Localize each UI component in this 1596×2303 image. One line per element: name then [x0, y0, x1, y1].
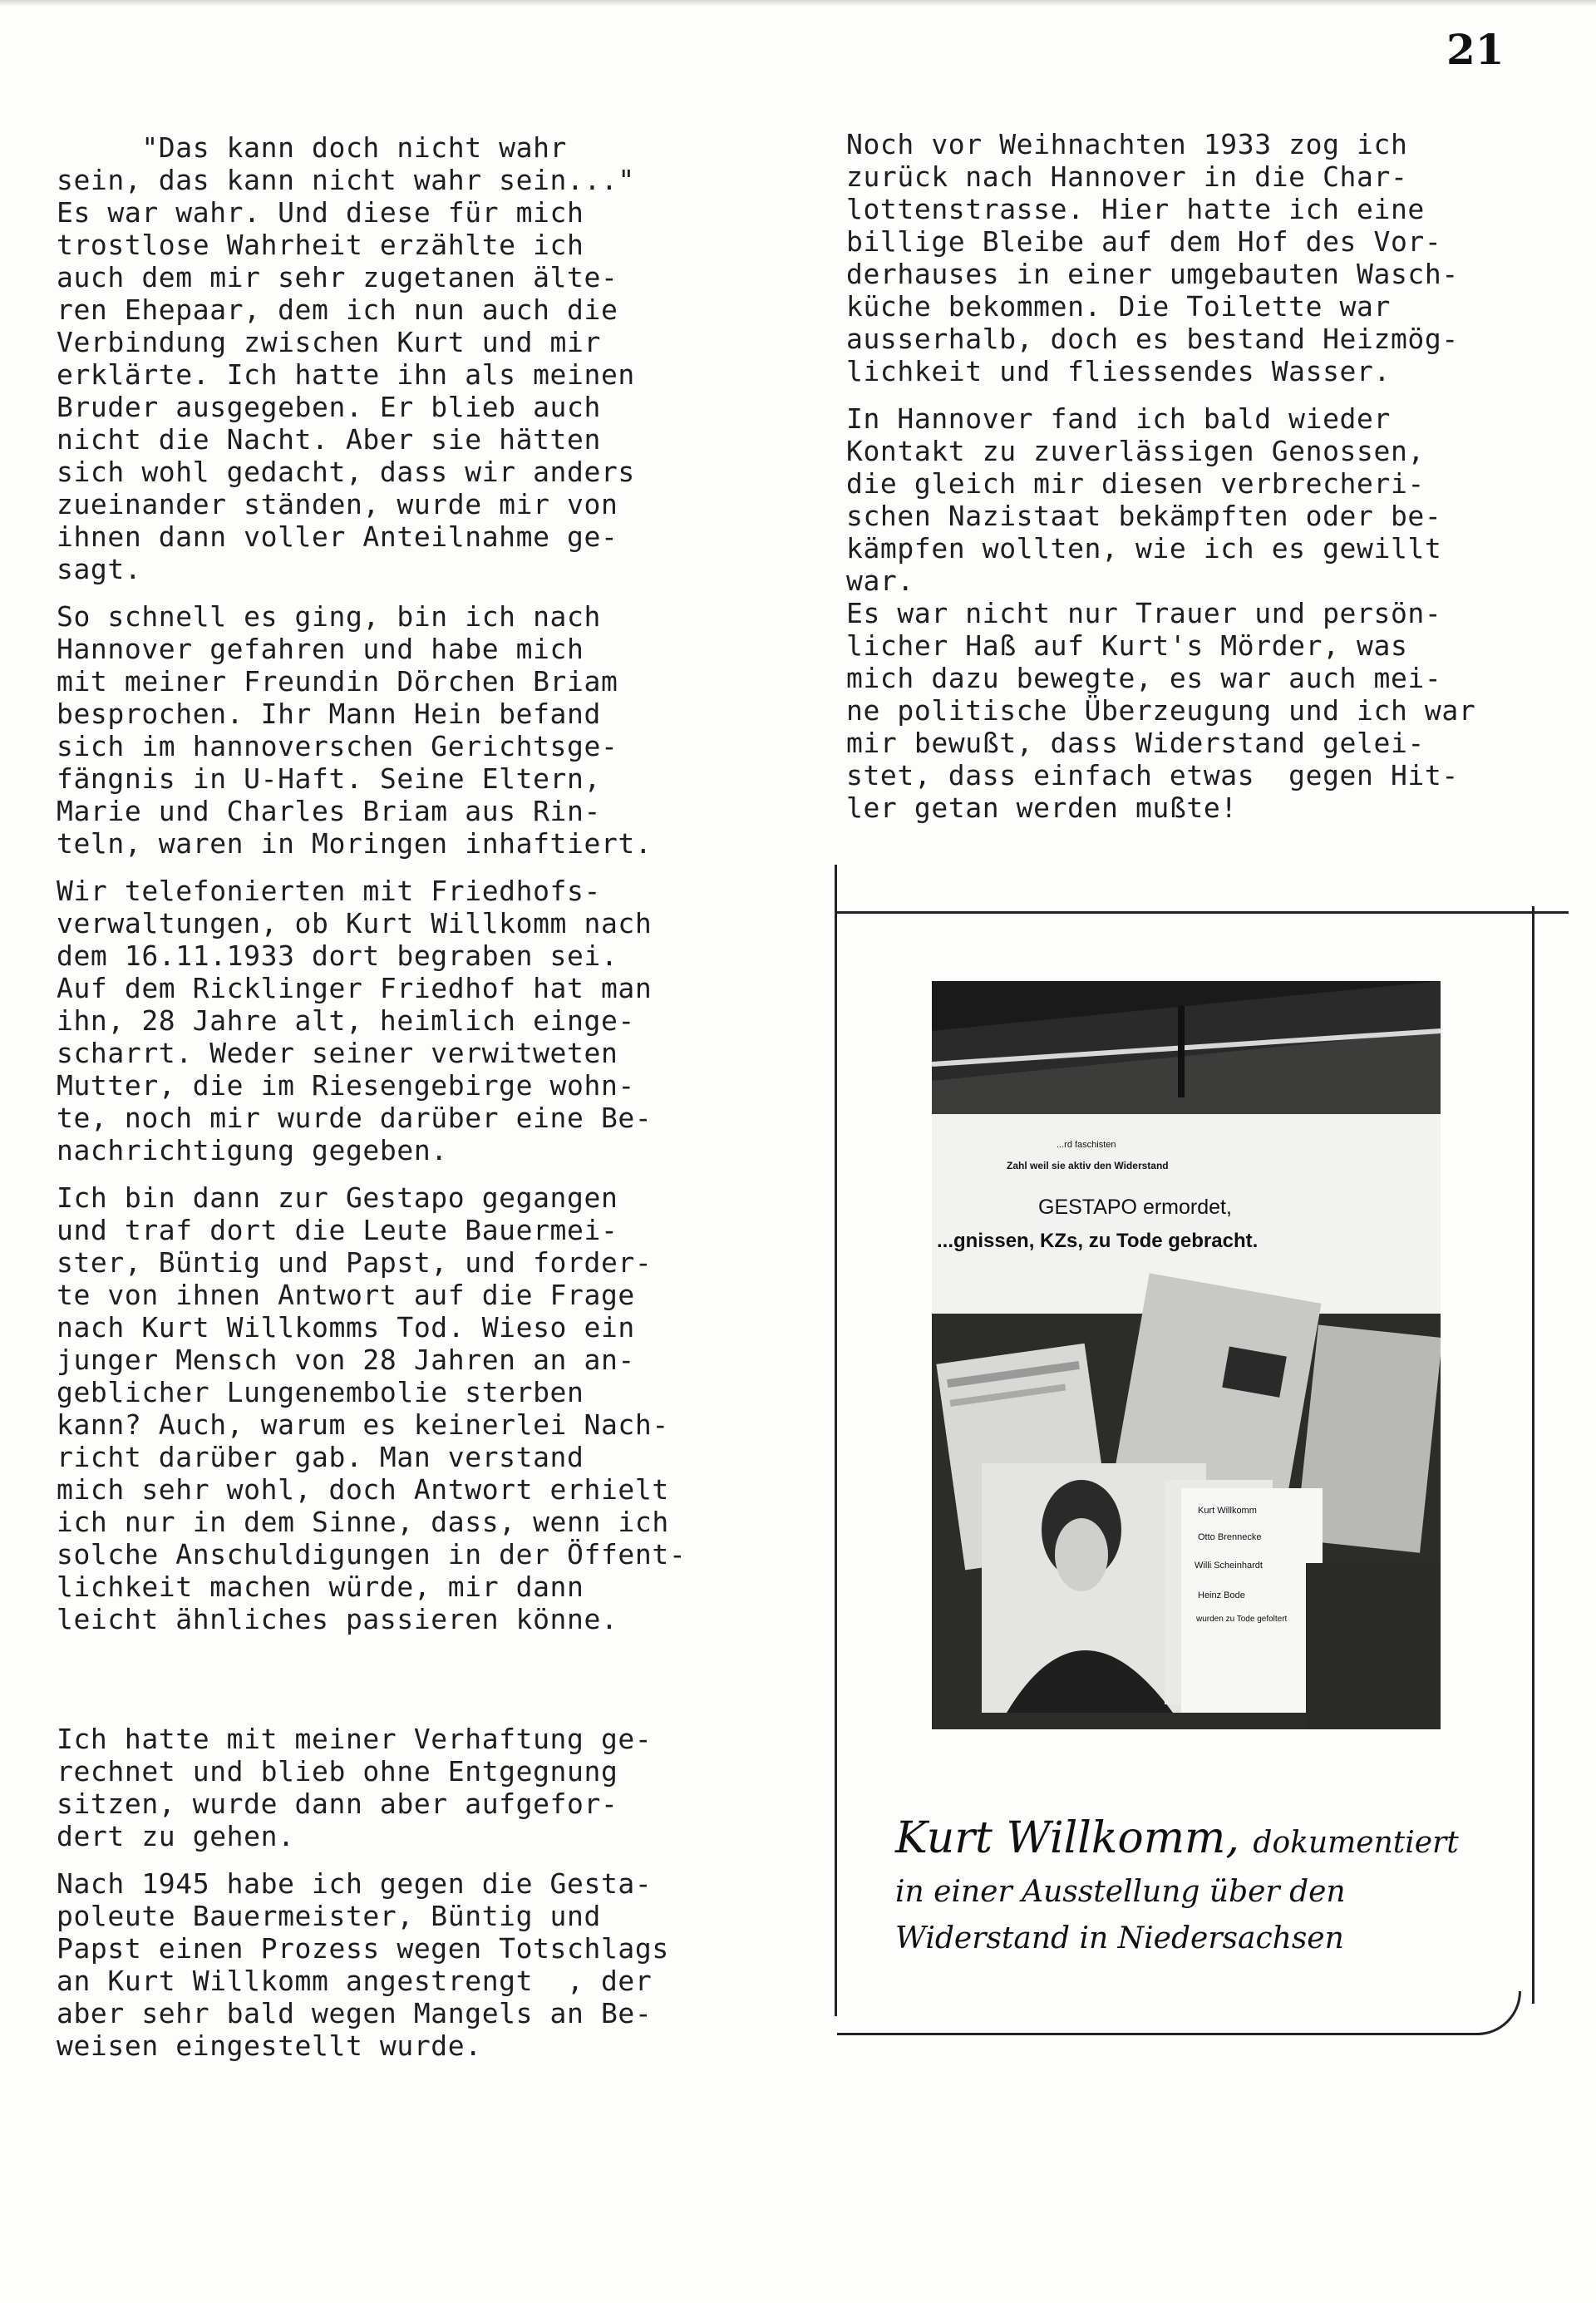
photo-text-d: ...gnissen, KZs, zu Tode gebracht.: [937, 1230, 1259, 1252]
text-line: leicht ähnliches passieren könne.: [57, 1603, 618, 1635]
text-line: Papst einen Prozess wegen Totschlags: [57, 1932, 669, 1965]
text-line: scharrt. Weder seiner verwitweten: [57, 1037, 618, 1069]
text-line: licher Haß auf Kurt's Mörder, was: [846, 629, 1408, 662]
text-line: solche Anschuldigungen in der Öffent-: [57, 1538, 687, 1571]
text-line: sich im hannoverschen Gerichtsge-: [57, 730, 618, 762]
left-column-bottom: [57, 1723, 780, 2077]
text-line: sitzen, wurde dann aber aufgefor-: [57, 1788, 618, 1820]
paragraph: [57, 1867, 780, 2062]
text-line: ren Ehepaar, dem ich nun auch die: [57, 293, 618, 326]
text-line: mir bewußt, dass Widerstand gelei-: [846, 727, 1425, 759]
text-line: kann? Auch, warum es keinerlei Nach-: [57, 1408, 669, 1441]
paragraph: [57, 875, 780, 1166]
paragraph: [846, 402, 1578, 824]
text-line: teln, waren in Moringen inhaftiert.: [57, 827, 653, 860]
text-line: nach Kurt Willkomms Tod. Wieso ein: [57, 1311, 635, 1344]
caption-line1-rest: dokumentiert: [1253, 1826, 1459, 1860]
photo-name-5: wurden zu Tode gefoltert: [1196, 1615, 1288, 1624]
text-line: und traf dort die Leute Bauermei-: [57, 1214, 618, 1246]
caption-name: Kurt Willkomm,: [895, 1813, 1239, 1863]
text-line: "Das kann doch nicht wahr: [57, 131, 568, 164]
text-line: lichkeit und fliessendes Wasser.: [846, 355, 1391, 387]
text-line: fängnis in U-Haft. Seine Eltern,: [57, 762, 601, 795]
text-line: die gleich mir diesen verbrecheri-: [846, 467, 1425, 500]
caption-line3: Widerstand in Niedersachsen: [895, 1921, 1344, 1955]
caption-line2: in einer Ausstellung über den: [895, 1875, 1346, 1909]
photo-name-4: Heinz Bode: [1198, 1590, 1245, 1600]
text-line: küche bekommen. Die Toilette war: [846, 290, 1391, 323]
text-line: nachrichtigung gegeben.: [57, 1134, 448, 1166]
frame-top-line: [837, 911, 1569, 914]
text-line: richt darüber gab. Man verstand: [57, 1441, 584, 1473]
text-line: derhauses in einer umgebauten Wasch-: [846, 258, 1459, 290]
photo-text-a: ...rd faschisten: [1057, 1140, 1116, 1150]
text-line: Kontakt zu zuverlässigen Genossen,: [846, 435, 1425, 467]
text-line: Hannover gefahren und habe mich: [57, 633, 584, 665]
text-line: besprochen. Ihr Mann Hein befand: [57, 698, 601, 730]
text-line: te von ihnen Antwort auf die Frage: [57, 1279, 635, 1311]
frame-bottom-line: [837, 1991, 1521, 2035]
text-line: poleute Bauermeister, Büntig und: [57, 1900, 601, 1932]
paragraph: [57, 131, 780, 585]
paragraph: [846, 128, 1578, 387]
exhibition-photo: [932, 981, 1441, 1729]
text-line: zurück nach Hannover in die Char-: [846, 160, 1408, 193]
text-line: ihn, 28 Jahre alt, heimlich einge-: [57, 1004, 635, 1037]
text-line: auch dem mir sehr zugetanen älte-: [57, 261, 618, 293]
photo-name-2: Otto Brennecke: [1198, 1532, 1262, 1542]
text-line: dert zu gehen.: [57, 1820, 295, 1852]
text-line: te, noch mir wurde darüber eine Be-: [57, 1102, 653, 1134]
text-line: schen Nazistaat bekämpften oder be-: [846, 500, 1442, 532]
text-line: sein, das kann nicht wahr sein...": [57, 164, 635, 196]
text-line: Marie und Charles Briam aus Rin-: [57, 795, 601, 827]
text-line: Es war wahr. Und diese für mich: [57, 196, 584, 229]
figure-caption: [895, 1812, 1544, 1962]
text-line: Noch vor Weihnachten 1933 zog ich: [846, 128, 1408, 160]
photo-name-3: Willi Scheinhardt: [1195, 1561, 1263, 1571]
text-line: sich wohl gedacht, dass wir anders: [57, 456, 635, 488]
exhibition-photo-image: [932, 981, 1441, 1729]
page-top-edge: [0, 0, 1596, 7]
text-line: mich dazu bewegte, es war auch mei-: [846, 662, 1442, 694]
text-line: Wir telefonierten mit Friedhofs-: [57, 875, 601, 907]
text-line: ler getan werden mußte!: [846, 792, 1238, 824]
text-line: Auf dem Ricklinger Friedhof hat man: [57, 972, 653, 1004]
photo-text-b: Zahl weil sie aktiv den Widerstand: [1007, 1160, 1169, 1171]
page-number: 21: [1446, 25, 1505, 74]
photo-name-1: Kurt Willkomm: [1198, 1506, 1257, 1516]
text-line: mit meiner Freundin Dörchen Briam: [57, 665, 618, 698]
text-line: ich nur in dem Sinne, dass, wenn ich: [57, 1506, 669, 1538]
text-line: ster, Büntig und Papst, und forder-: [57, 1246, 653, 1279]
text-line: zueinander ständen, wurde mir von: [57, 488, 618, 520]
text-line: kämpfen wollten, wie ich es gewillt: [846, 532, 1442, 565]
text-line: ihnen dann voller Anteilnahme ge-: [57, 520, 618, 553]
right-column: [846, 128, 1578, 839]
text-line: In Hannover fand ich bald wieder: [846, 402, 1391, 435]
text-line: billige Bleibe auf dem Hof des Vor-: [846, 225, 1442, 258]
text-line: mich sehr wohl, doch Antwort erhielt: [57, 1473, 669, 1506]
text-line: stet, dass einfach etwas gegen Hit-: [846, 759, 1459, 792]
paragraph: [57, 1181, 780, 1635]
text-line: So schnell es ging, bin ich nach: [57, 600, 601, 633]
photo-text-c: GESTAPO ermordet,: [1038, 1196, 1232, 1219]
text-line: weisen eingestellt wurde.: [57, 2029, 482, 2062]
text-line: ausserhalb, doch es bestand Heizmög-: [846, 323, 1459, 355]
text-line: geblicher Lungenembolie sterben: [57, 1376, 584, 1408]
text-line: Nach 1945 habe ich gegen die Gesta-: [57, 1867, 653, 1900]
text-line: Ich hatte mit meiner Verhaftung ge-: [57, 1723, 653, 1755]
text-line: Ich bin dann zur Gestapo gegangen: [57, 1181, 618, 1214]
text-line: Es war nicht nur Trauer und persön-: [846, 597, 1442, 629]
left-column: [57, 131, 780, 1650]
text-line: Mutter, die im Riesengebirge wohn-: [57, 1069, 635, 1102]
text-line: Verbindung zwischen Kurt und mir: [57, 326, 601, 358]
text-line: lottenstrasse. Hier hatte ich eine: [846, 193, 1425, 225]
text-line: Bruder ausgegeben. Er blieb auch: [57, 391, 601, 423]
text-line: war.: [846, 565, 914, 597]
text-line: aber sehr bald wegen Mangels an Be-: [57, 1997, 653, 2029]
text-line: junger Mensch von 28 Jahren an an-: [57, 1344, 635, 1376]
text-line: trostlose Wahrheit erzählte ich: [57, 229, 584, 261]
paragraph: [57, 600, 780, 860]
text-line: erklärte. Ich hatte ihn als meinen: [57, 358, 635, 391]
text-line: lichkeit machen würde, mir dann: [57, 1571, 584, 1603]
paragraph: [57, 1723, 780, 1852]
text-line: ne politische Überzeugung und ich war: [846, 694, 1476, 727]
text-line: verwaltungen, ob Kurt Willkomm nach: [57, 907, 653, 939]
text-line: nicht die Nacht. Aber sie hätten: [57, 423, 601, 456]
text-line: dem 16.11.1933 dort begraben sei.: [57, 939, 618, 972]
text-line: sagt.: [57, 553, 142, 585]
figure-frame: [835, 865, 1535, 2016]
text-line: rechnet und blieb ohne Entgegnung: [57, 1755, 618, 1788]
text-line: an Kurt Willkomm angestrengt , der: [57, 1965, 653, 1997]
